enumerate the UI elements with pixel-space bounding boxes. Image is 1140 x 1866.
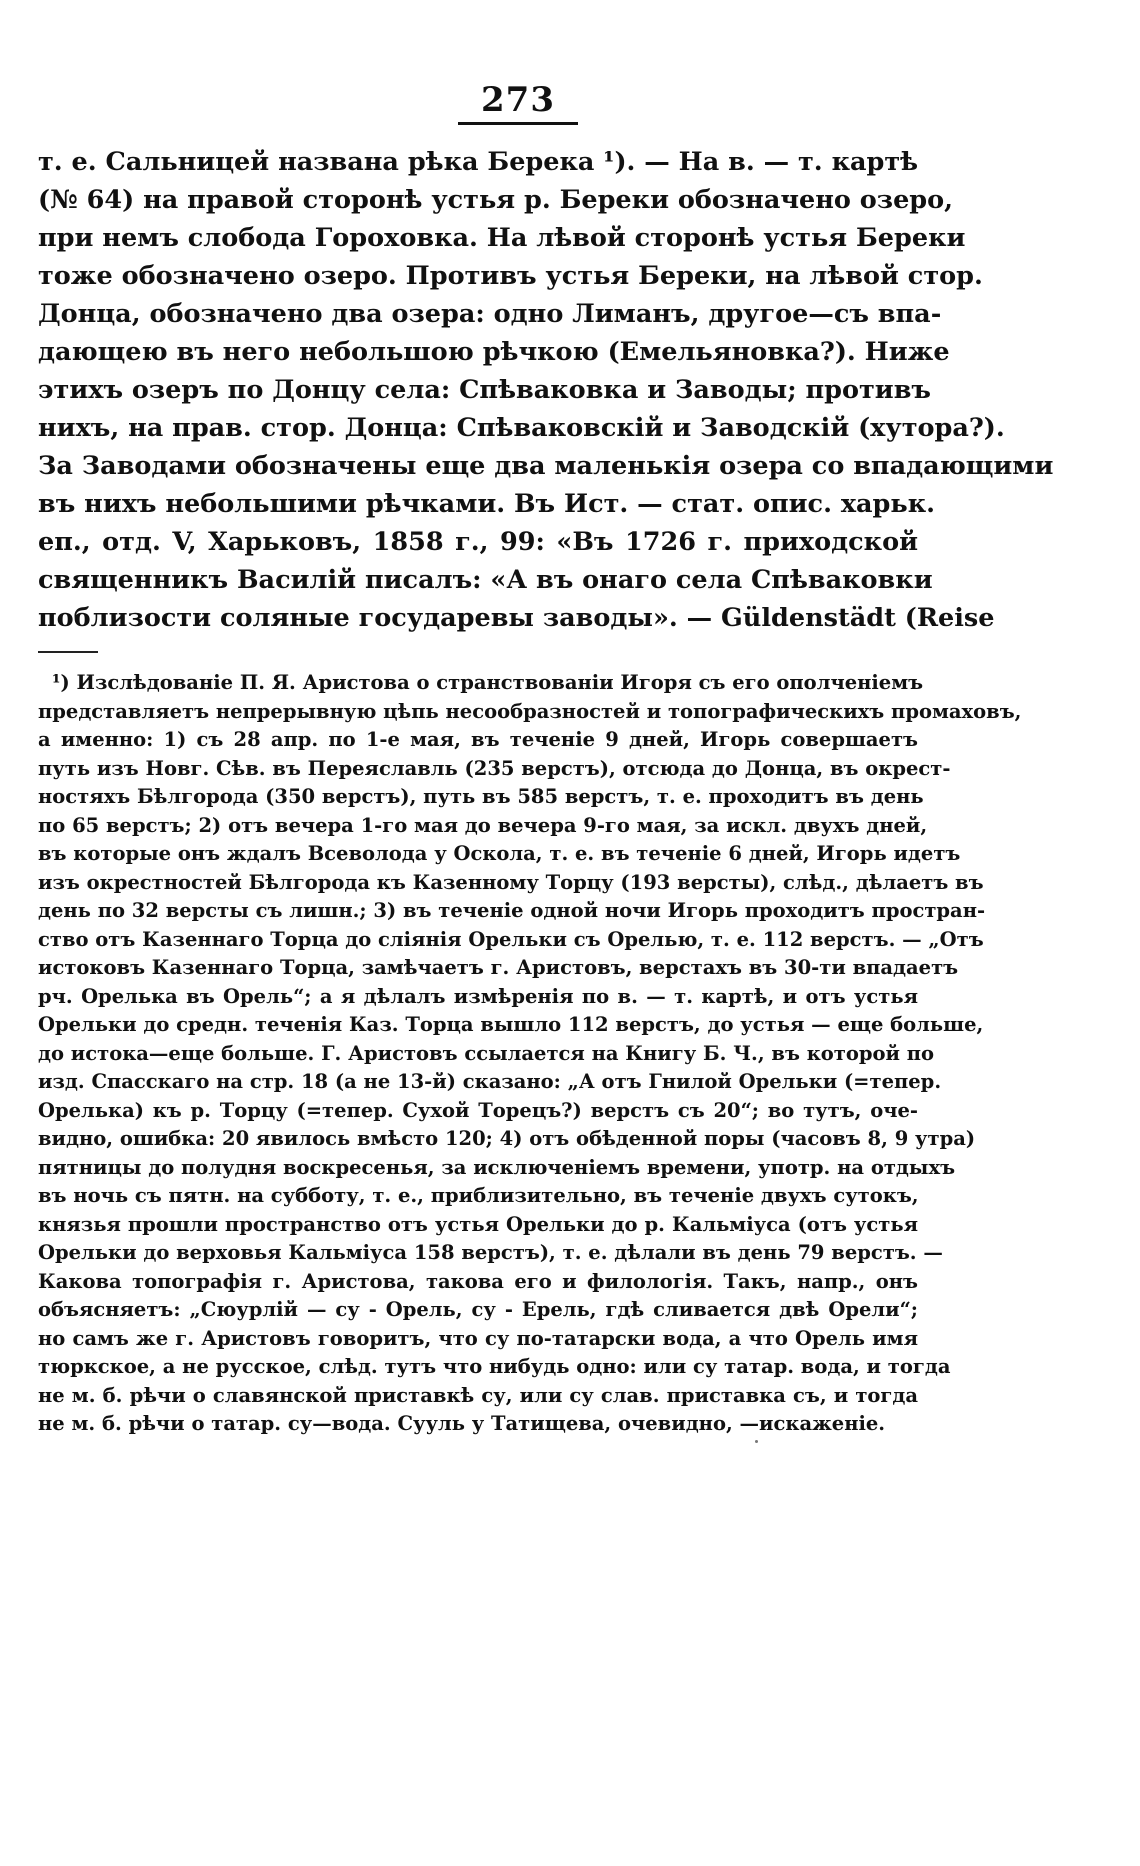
main-text-line: этихъ озеръ по Донцу села: Спѣваковка и Заводы; противъ [38, 375, 931, 405]
main-text-line: т. е. Сальницей названа рѣка Берека ¹). — На в. — т. картѣ [38, 147, 919, 177]
footnote-line: Орельки до средн. теченія Каз. Торца вышло 112 верстъ, до устья — еще больше, [38, 1013, 984, 1036]
main-text-line: при немъ слобода Гороховка. На лѣвой сторонѣ устья Береки [38, 223, 966, 253]
footnote-line: видно, ошибка: 20 явилось вмѣсто 120; 4) отъ обѣденной поры (часовъ 8, 9 утра) [38, 1127, 976, 1150]
footnote-line: представляетъ непрерывную цѣпь несообразностей и топографическихъ промаховъ, [38, 699, 1022, 723]
footnote-line: ¹) Изслѣдованіе П. Я. Аристова о странствованіи Игоря съ его ополченіемъ [52, 671, 924, 694]
footnote-line: Орельки до верховья Кальміуса 158 верстъ), т. е. дѣлали въ день 79 верстъ. — [38, 1241, 943, 1264]
main-body-text [38, 143, 1054, 637]
footnote-line: не м. б. рѣчи о славянской приставкѣ су, или су слав. приставка съ, и тогда [38, 1383, 918, 1407]
footnote-line: до истока—еще больше. Г. Аристовъ ссылается на Книгу Б. Ч., въ которой по [38, 1041, 935, 1065]
footnote-line: въ ночь съ пятн. на субботу, т. е., приблизительно, въ теченіе двухъ сутокъ, [38, 1184, 919, 1207]
footnote-line: не м. б. рѣчи о татар. су—вода. Сууль у Татищева, очевидно, —искаженіе. [38, 1412, 886, 1435]
footnotes [38, 669, 1022, 1439]
footnote-line: тюркское, а не русское, слѣд. тутъ что нибудь одно: или су татар. вода, и тогда [38, 1355, 951, 1378]
main-text-line: нихъ, на прав. стор. Донца: Спѣваковскій и Заводскій (хутора?). [38, 413, 1005, 443]
main-text-line: поблизости соляные государевы заводы». — Güldenstädt (Reise [38, 603, 995, 633]
footnote-line: въ которые онъ ждалъ Всеволода у Оскола, т. е. въ теченіе 6 дней, Игорь идетъ [38, 842, 961, 865]
main-text-line: еп., отд. V, Харьковъ, 1858 г., 99: «Въ 1726 г. приходской [38, 527, 918, 557]
page-number: 273 [481, 80, 555, 120]
footnote-line: ство отъ Казеннаго Торца до сліянія Орельки съ Орелью, т. е. 112 верстъ. — „Отъ [38, 927, 984, 951]
footnote-line: объясняетъ: „Сюурлій — су - Орель, су - Ерель, гдѣ сливается двѣ Орели“; [38, 1298, 918, 1321]
main-text-line: въ нихъ небольшими рѣчками. Въ Ист. — стат. опис. харьк. [38, 489, 935, 519]
main-text-line: дающею въ него небольшою рѣчкою (Емельяновка?). Ниже [38, 337, 950, 367]
main-text-line: тоже обозначено озеро. Противъ устья Береки, на лѣвой стор. [38, 261, 983, 291]
footnote-separator [38, 641, 918, 663]
footnote-line: а именно: 1) съ 28 апр. по 1-е мая, въ теченіе 9 дней, Игорь совершаетъ [38, 728, 918, 751]
footnote-line: но самъ же г. Аристовъ говоритъ, что су по-татарски вода, а что Орель имя [38, 1326, 918, 1350]
footnote-line: по 65 верстъ; 2) отъ вечера 1-го мая до вечера 9-го мая, за искл. двухъ дней, [38, 813, 928, 837]
footnote-line: пятницы до полудня воскресенья, за исключеніемъ времени, употр. на отдыхъ [38, 1155, 956, 1179]
footnote-line: рч. Орелька въ Орель“; а я дѣлалъ измѣренія по в. — т. картѣ, и отъ устья [38, 984, 918, 1008]
footnote-line: истоковъ Казеннаго Торца, замѣчаетъ г. Аристовъ, верстахъ въ 30-ти впадаетъ [38, 956, 959, 979]
main-text-line: Донца, обозначено два озера: одно Лиманъ, другое—съ впа- [38, 299, 942, 329]
footnote-separator-rule [38, 651, 98, 653]
main-text-line: За Заводами обозначены еще два маленькія озера со впадающими [38, 451, 1054, 481]
footnote-line: Орелька) къ р. Торцу (=тепер. Сухой Торецъ?) верстъ съ 20“; во тутъ, оче- [38, 1098, 918, 1122]
footnote-line: изъ окрестностей Бѣлгорода къ Казенному Торцу (193 версты), слѣд., дѣлаетъ въ [38, 870, 984, 894]
footnote-line: путь изъ Новг. Сѣв. въ Переяславль (235 верстъ), отсюда до Донца, въ окрест- [38, 756, 951, 780]
footnote-line: ностяхъ Бѣлгорода (350 верстъ), путь въ 585 верстъ, т. е. проходитъ въ день [38, 785, 924, 808]
print-speck [755, 1440, 758, 1443]
footnote-line: Какова топографія г. Аристова, такова его и филологія. Такъ, напр., онъ [38, 1269, 918, 1293]
footnote-line: князья прошли пространство отъ устья Орельки до р. Кальміуса (отъ устья [38, 1212, 918, 1236]
footnote-line: изд. Спасскаго на стр. 18 (а не 13-й) сказано: „А отъ Гнилой Орельки (=тепер. [38, 1070, 942, 1093]
footnote-line: день по 32 версты съ лишн.; 3) въ теченіе одной ночи Игорь проходитъ простран- [38, 899, 986, 922]
document-page [38, 80, 1054, 1439]
main-text-line: священникъ Василій писалъ: «А въ онаго села Спѣваковки [38, 565, 933, 595]
page-number-rule [458, 122, 578, 125]
main-text-line: (№ 64) на правой сторонѣ устья р. Береки обозначено озеро, [38, 185, 954, 215]
